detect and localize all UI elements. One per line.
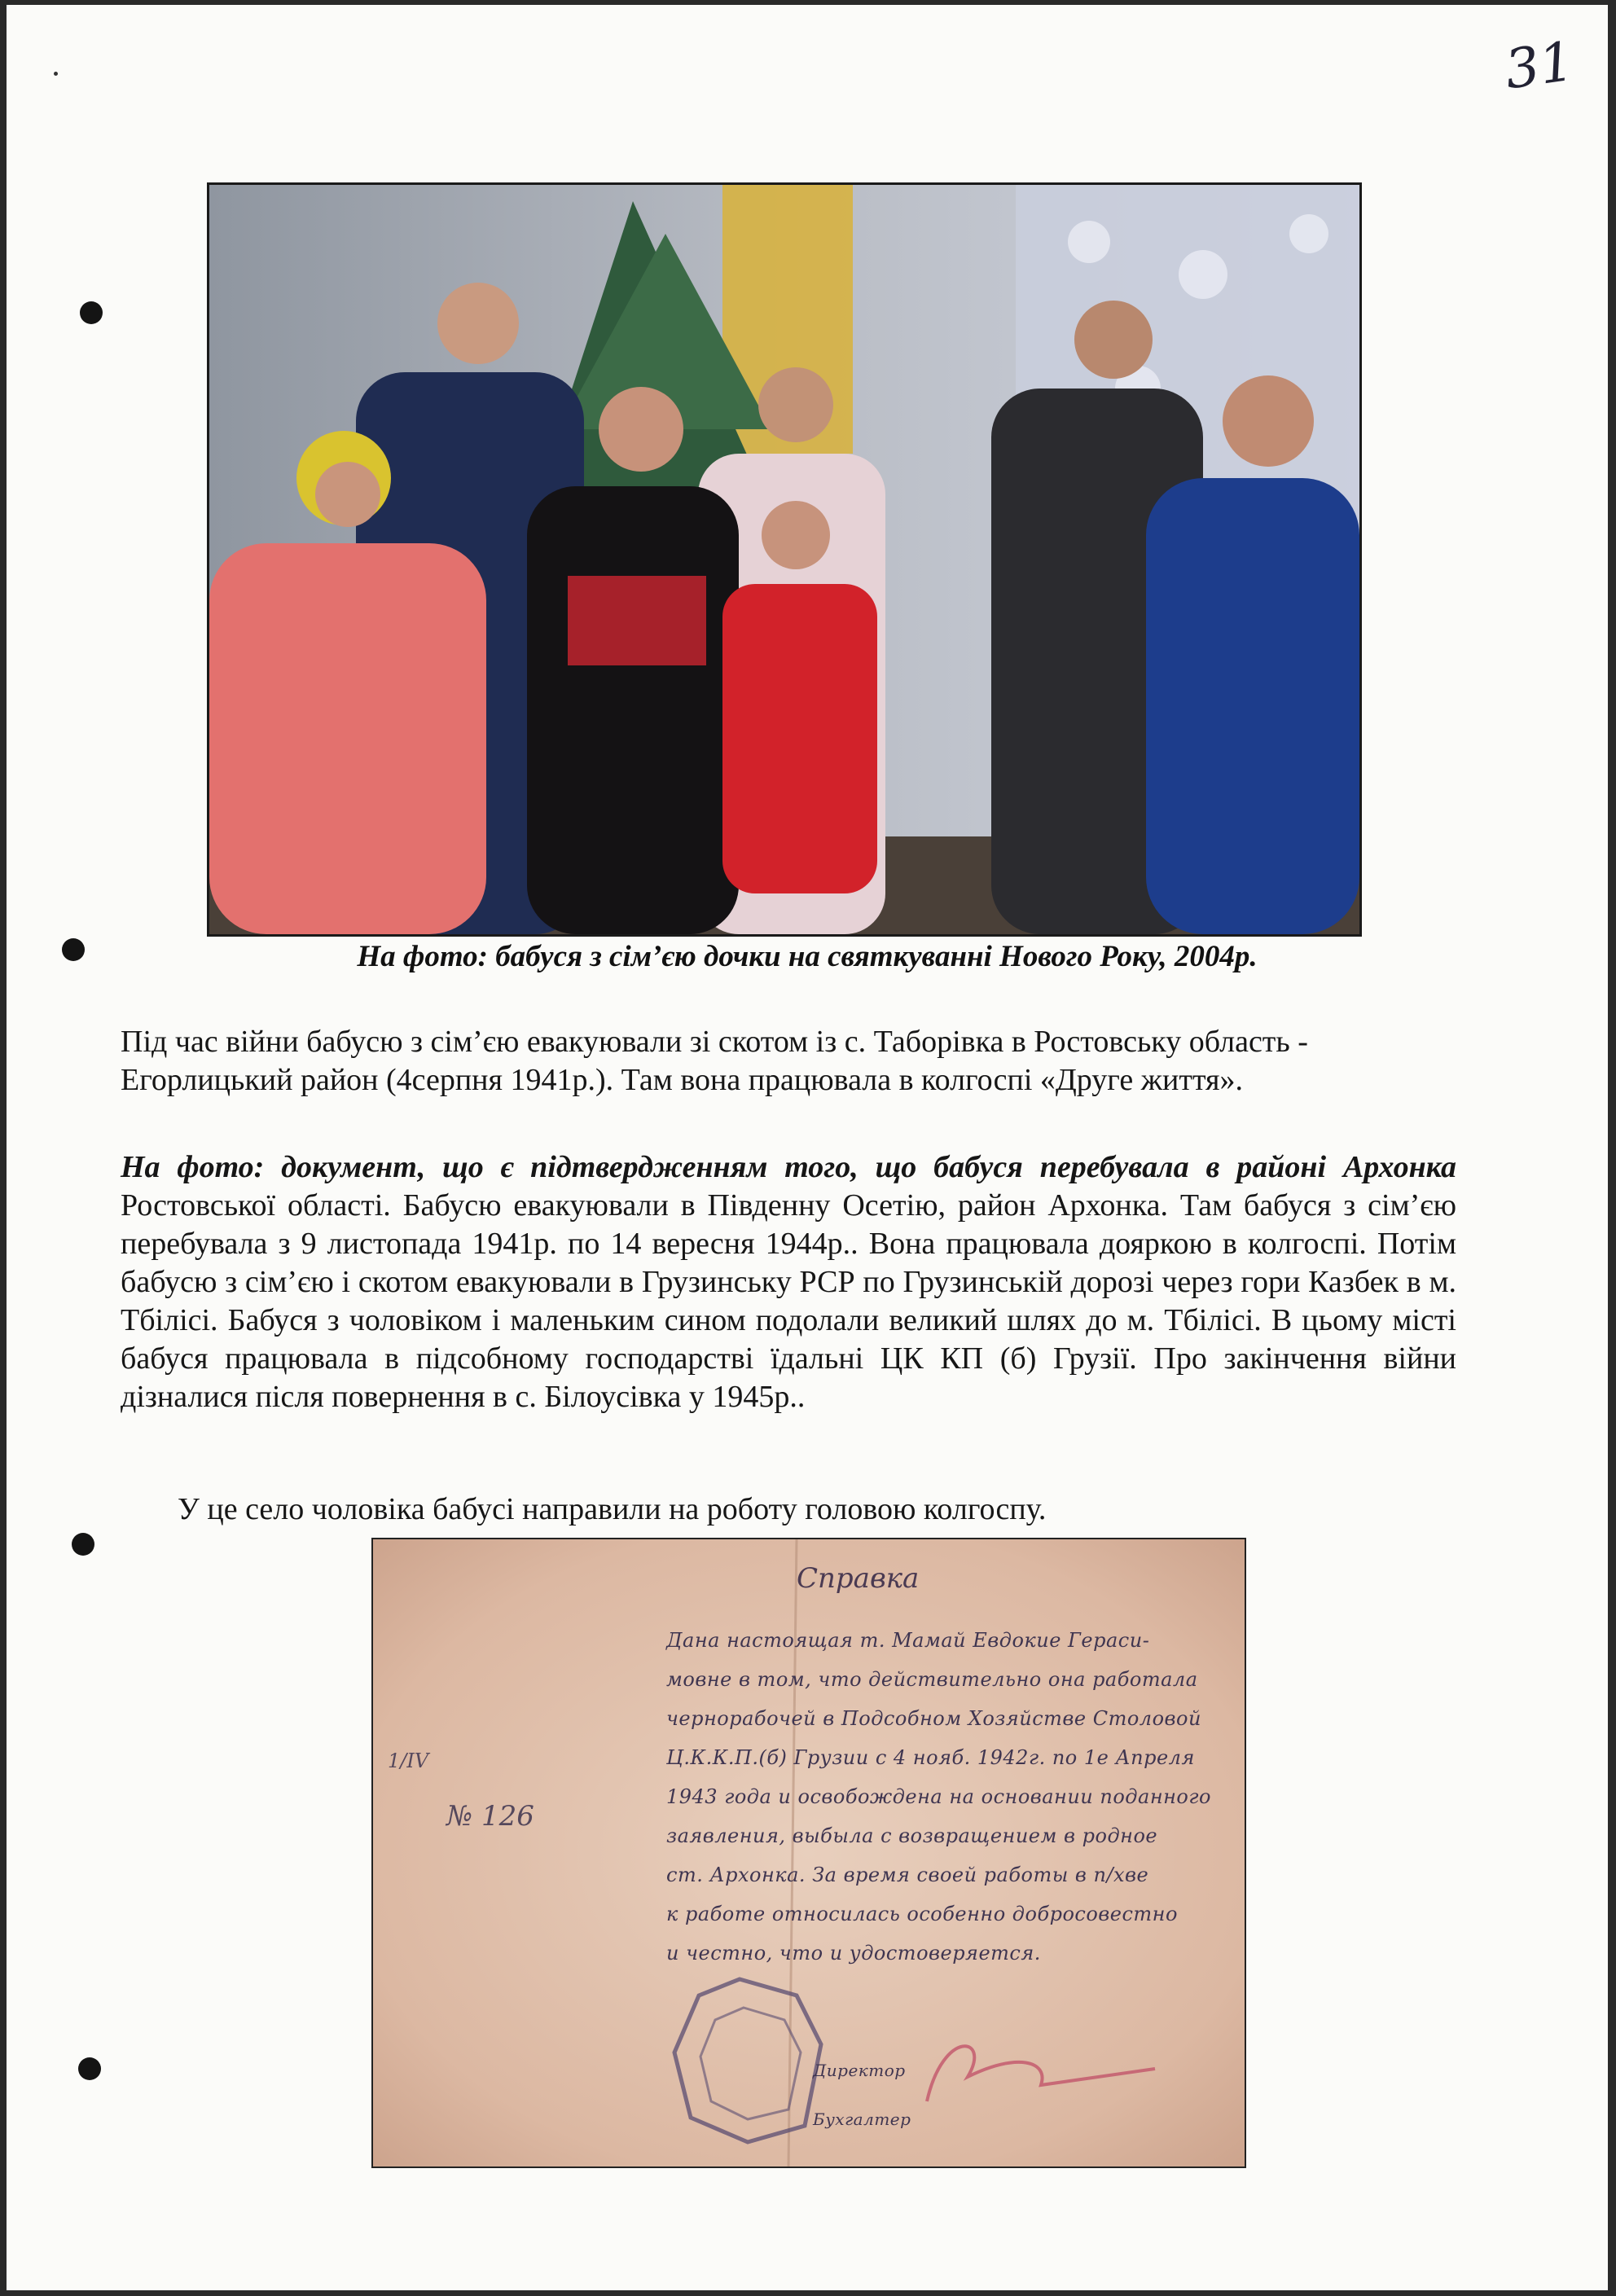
certificate-line: Ц.К.К.П.(б) Грузии с 4 нояб. 1942г. по 1е Апреля xyxy=(666,1746,1195,1769)
punch-hole xyxy=(72,1533,94,1556)
document-page xyxy=(7,5,1608,2290)
ink-dot xyxy=(54,72,58,76)
certificate-line: мовне в том, что действительно она работала xyxy=(666,1668,1198,1691)
signature-label-director: Директор xyxy=(813,2061,906,2080)
certificate-line: и честно, что и удостоверяется. xyxy=(666,1942,1041,1965)
certificate-line: к работе относилась особенно добросовестно xyxy=(666,1903,1178,1925)
family-photo-image xyxy=(209,185,1359,934)
signature-label-accountant: Бухгалтер xyxy=(813,2109,911,2129)
certificate-line: заявления, выбыла с возвращением в родное xyxy=(666,1824,1158,1847)
paragraph-body: Ростовської області. Бабусю евакуювали в Південну Осетію, район Архонка. Там бабуся з сім’єю перебувала з 9 листопада 1941р. по 14 вересня 1944р.. Вона працювала дояркою в колгоспі. Потім бабусю з сім’єю і скотом евакуювали в Грузинську РСР по Грузинській дорозі через гори Казбек в м. Тбілісі. Бабуся з чоловіком і маленьким сином подолали великий шлях до м. Тбілісі. В цьому місті бабуся працювала в підсобному господарстві їдальні ЦК КП (б) Грузії. Про закінчення війни дізналися після повернення в с. Білоусівка у 1945р.. xyxy=(121,1188,1456,1414)
certificate-scan xyxy=(371,1538,1246,2168)
paragraph-return: У це село чоловіка бабусі направили на роботу головою колгоспу. xyxy=(178,1492,1047,1526)
certificate-title: Справка xyxy=(797,1562,920,1595)
punch-hole xyxy=(78,2057,101,2080)
certificate-number: № 126 xyxy=(446,1800,534,1833)
photo-caption: На фото: бабуся з сім’єю дочки на святкуванні Нового Року, 2004р. xyxy=(357,940,1258,973)
punch-hole xyxy=(80,301,103,324)
certificate-line: ст. Архонка. За время своей работы в п/хве xyxy=(666,1864,1149,1886)
certificate-line: чернорабочей в Подсобном Хозяйстве Столовой xyxy=(666,1707,1201,1730)
paragraph-evacuation: Під час війни бабусю з сім’єю евакуювали зі скотом із с. Таборівка в Ростовську область - Егорлицький район (4серпня 1941р.). Там вона працювала в колгоспі «Друге життя». xyxy=(121,1025,1308,1097)
certificate-date: 1/IV xyxy=(388,1749,429,1772)
paragraph-document-description xyxy=(121,1148,1456,1416)
family-photo xyxy=(207,182,1362,937)
page-number: 31 xyxy=(1501,29,1578,102)
document-caption-emphasis: На фото: документ, що є підтвердженням того, що бабуся перебувала в районі Архонка xyxy=(121,1150,1456,1184)
certificate-line: 1943 года и освобождена на основании поданного xyxy=(666,1785,1211,1808)
certificate-line: Дана настоящая т. Мамай Евдокие Гераси- xyxy=(666,1629,1150,1652)
